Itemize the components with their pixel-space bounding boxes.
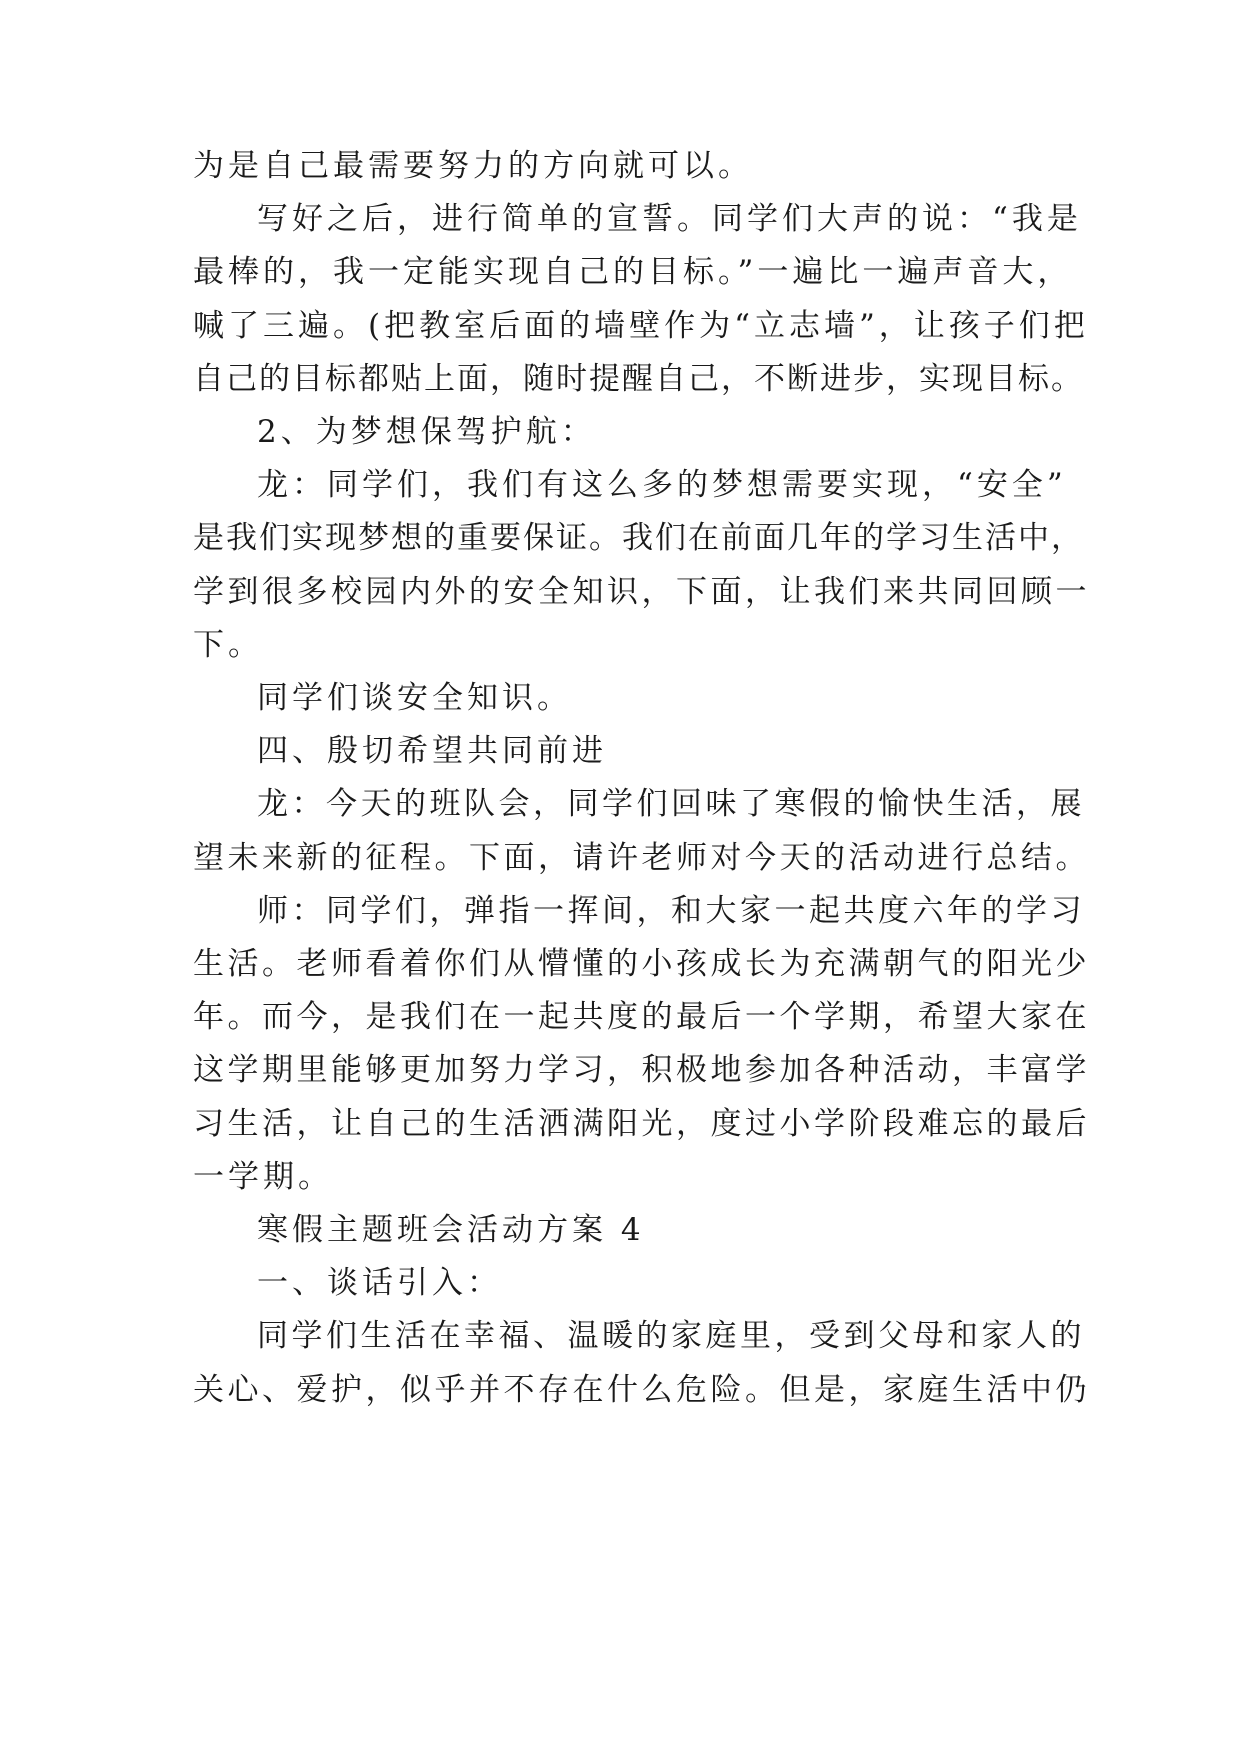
text-line: 关心、爱护，似乎并不存在什么危险。但是，家庭生活中仍 [193,1372,1090,1408]
text-line: 学到很多校园内外的安全知识，下面，让我们来共同回顾一 [193,574,1090,610]
text-line: 为是自己最需要努力的方向就可以。 [193,148,753,184]
text-line: 望未来新的征程。下面，请许老师对今天的活动进行总结。 [193,840,1090,876]
text-line: 一学期。 [193,1159,333,1195]
text-line: 一、谈话引入： [257,1265,502,1301]
text-line: 龙：同学们，我们有这么多的梦想需要实现，“安全” [257,467,1067,503]
text-line: 是我们实现梦想的重要保证。我们在前面几年的学习生活中， [193,520,1084,556]
text-line: 自己的目标都贴上面，随时提醒自己，不断进步，实现目标。 [193,361,1084,397]
text-line: 2、为梦想保驾护航： [257,414,596,450]
text-line: 这学期里能够更加努力学习，积极地参加各种活动，丰富学 [193,1052,1090,1088]
text-line: 最棒的，我一定能实现自己的目标。”一遍比一遍声音大， [193,254,1073,290]
section-heading: 寒假主题班会活动方案 4 [257,1212,645,1248]
text-line: 同学们谈安全知识。 [257,680,572,716]
text-line: 喊了三遍。(把教室后面的墙壁作为“立志墙”，让孩子们把 [193,308,1089,344]
text-line: 生活。老师看着你们从懵懂的小孩成长为充满朝气的阳光少 [193,946,1090,982]
text-line: 龙：今天的班队会，同学们回味了寒假的愉快生活，展 [257,786,1085,822]
text-line: 下。 [193,627,263,663]
text-line: 写好之后，进行简单的宣誓。同学们大声的说：“我是 [257,201,1082,237]
text-line: 同学们生活在幸福、温暖的家庭里，受到父母和家人的 [257,1318,1085,1354]
text-line: 四、殷切希望共同前进 [257,733,607,769]
text-line: 习生活，让自己的生活洒满阳光，度过小学阶段难忘的最后 [193,1106,1090,1142]
text-line: 年。而今，是我们在一起共度的最后一个学期，希望大家在 [193,999,1090,1035]
text-line: 师：同学们，弹指一挥间，和大家一起共度六年的学习 [257,893,1085,929]
